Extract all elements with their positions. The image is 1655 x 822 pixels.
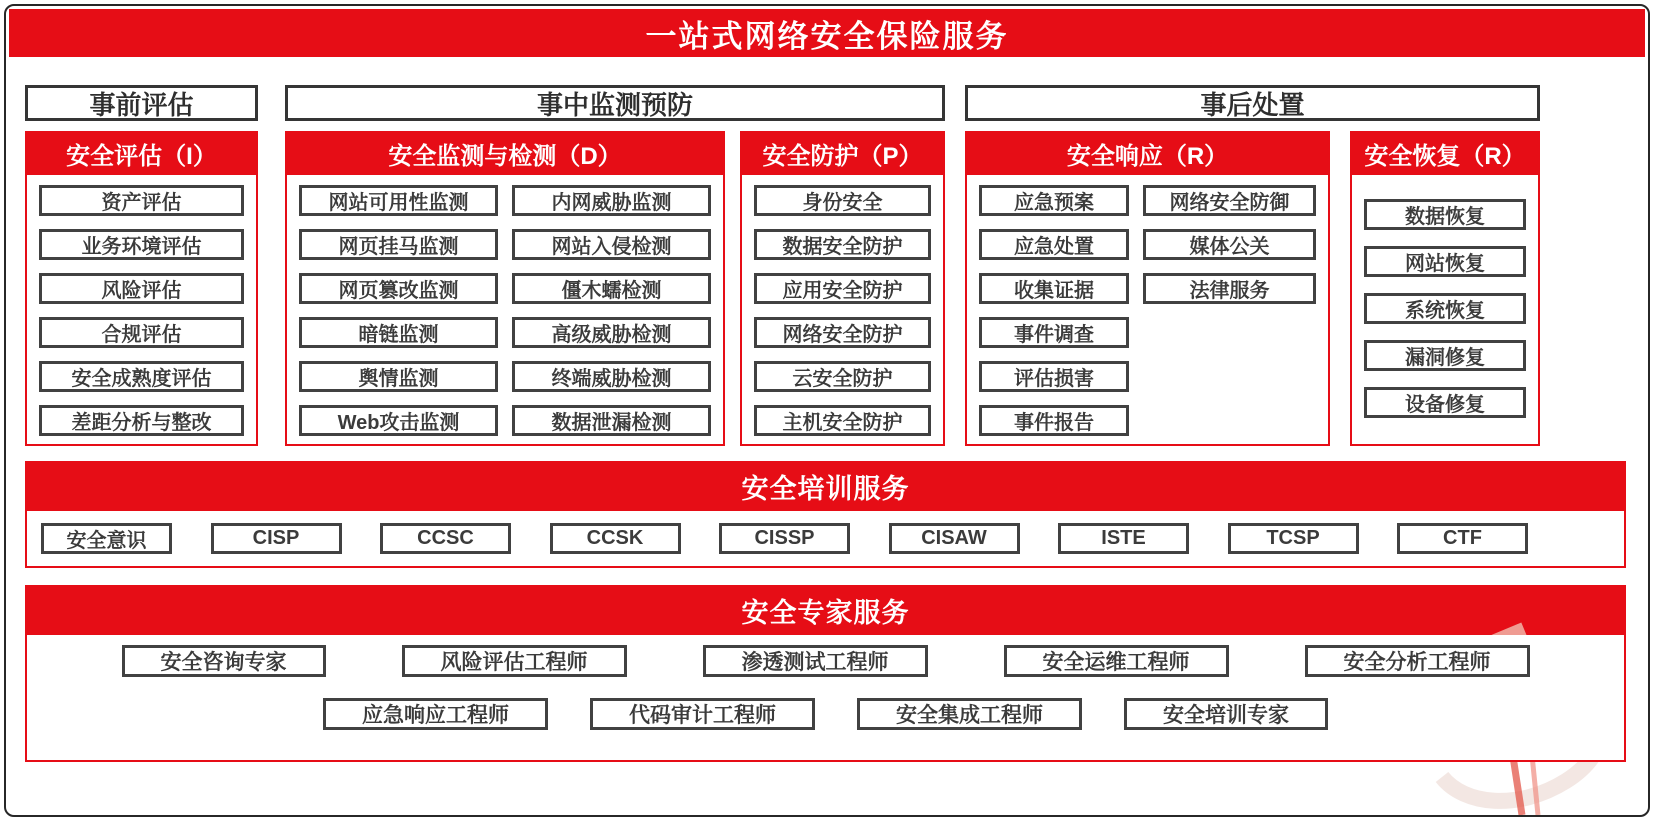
item-box: 网页挂马监测 xyxy=(299,229,498,260)
item-box: 合规评估 xyxy=(39,317,244,348)
monitoring-items xyxy=(285,175,725,446)
item-box: 数据恢复 xyxy=(1364,199,1526,230)
expert-item-box: 安全集成工程师 xyxy=(857,698,1082,730)
training-item-box: TCSP xyxy=(1228,523,1359,554)
section-header-protection: 安全防护（P） xyxy=(740,131,945,175)
item-box: 数据泄漏检测 xyxy=(512,405,711,436)
section-header-assessment: 安全评估（I） xyxy=(25,131,258,175)
expert-item-box: 代码审计工程师 xyxy=(590,698,815,730)
experts-row-1 xyxy=(27,645,1624,677)
monitoring-subcol-1 xyxy=(299,185,498,434)
item-box: 业务环境评估 xyxy=(39,229,244,260)
section-security-response xyxy=(965,131,1330,446)
item-box: 数据安全防护 xyxy=(754,229,931,260)
section-header-monitoring: 安全监测与检测（D） xyxy=(285,131,725,175)
section-security-protection xyxy=(740,131,945,446)
item-box: 暗链监测 xyxy=(299,317,498,348)
expert-item-box: 安全运维工程师 xyxy=(1004,645,1229,677)
training-item-box: ISTE xyxy=(1058,523,1189,554)
item-box: 应用安全防护 xyxy=(754,273,931,304)
expert-item-box: 安全分析工程师 xyxy=(1305,645,1530,677)
item-box: 网页篡改监测 xyxy=(299,273,498,304)
item-box: 安全成熟度评估 xyxy=(39,361,244,392)
section-security-experts xyxy=(25,585,1626,762)
training-band-header: 安全培训服务 xyxy=(25,461,1626,511)
experts-row-2 xyxy=(27,698,1624,730)
item-box: 风险评估 xyxy=(39,273,244,304)
expert-item-box: 应急响应工程师 xyxy=(323,698,548,730)
experts-items xyxy=(25,635,1626,762)
section-security-assessment xyxy=(25,131,258,446)
item-box: 漏洞修复 xyxy=(1364,340,1526,371)
item-box: 应急预案 xyxy=(979,185,1129,216)
item-box: 评估损害 xyxy=(979,361,1129,392)
expert-item-box: 安全培训专家 xyxy=(1124,698,1328,730)
section-header-recovery: 安全恢复（R） xyxy=(1350,131,1540,175)
protection-items xyxy=(740,175,945,446)
item-box: 终端威胁检测 xyxy=(512,361,711,392)
expert-item-box: 风险评估工程师 xyxy=(402,645,627,677)
recovery-items xyxy=(1350,175,1540,446)
expert-item-box: 渗透测试工程师 xyxy=(703,645,928,677)
item-box: 事件报告 xyxy=(979,405,1129,436)
monitoring-subcol-2 xyxy=(512,185,711,434)
training-items xyxy=(25,511,1626,568)
diagram-content xyxy=(6,85,1648,762)
item-box: 资产评估 xyxy=(39,185,244,216)
training-item-box: CTF xyxy=(1397,523,1528,554)
item-box: 应急处置 xyxy=(979,229,1129,260)
service-columns-row xyxy=(25,131,1648,446)
training-item-box: CISP xyxy=(211,523,342,554)
phase-pre-assessment: 事前评估 xyxy=(25,85,258,121)
item-box: 收集证据 xyxy=(979,273,1129,304)
training-item-box: CISAW xyxy=(889,523,1020,554)
item-box: 差距分析与整改 xyxy=(39,405,244,436)
response-subcol-1 xyxy=(979,185,1129,434)
phase-monitoring-prevention: 事中监测预防 xyxy=(285,85,945,121)
training-item-box: CCSC xyxy=(380,523,511,554)
item-box: 网络安全防御 xyxy=(1143,185,1316,216)
section-header-response: 安全响应（R） xyxy=(965,131,1330,175)
main-title-banner xyxy=(9,9,1645,57)
response-subcol-2 xyxy=(1143,185,1316,434)
phase-header-row xyxy=(25,85,1648,121)
section-monitoring-detection xyxy=(285,131,725,446)
training-item-box: CCSK xyxy=(550,523,681,554)
item-box: 网站入侵检测 xyxy=(512,229,711,260)
assessment-items xyxy=(25,175,258,446)
expert-item-box: 安全咨询专家 xyxy=(122,645,326,677)
item-box: 系统恢复 xyxy=(1364,293,1526,324)
item-box: 主机安全防护 xyxy=(754,405,931,436)
phase-post-incident: 事后处置 xyxy=(965,85,1540,121)
item-box: 网站可用性监测 xyxy=(299,185,498,216)
item-box: 僵木蠕检测 xyxy=(512,273,711,304)
item-box: 媒体公关 xyxy=(1143,229,1316,260)
item-box: 舆情监测 xyxy=(299,361,498,392)
main-title: 一站式网络安全保险服务 xyxy=(645,18,1009,54)
item-box: 设备修复 xyxy=(1364,387,1526,418)
item-box: 法律服务 xyxy=(1143,273,1316,304)
item-box: 高级威胁检测 xyxy=(512,317,711,348)
item-box: 事件调查 xyxy=(979,317,1129,348)
item-box: Web攻击监测 xyxy=(299,405,498,436)
section-security-training xyxy=(25,461,1626,568)
training-item-box: CISSP xyxy=(719,523,850,554)
item-box: 网络安全防护 xyxy=(754,317,931,348)
item-box: 内网威胁监测 xyxy=(512,185,711,216)
experts-band-header: 安全专家服务 xyxy=(25,585,1626,635)
item-box: 身份安全 xyxy=(754,185,931,216)
diagram-frame xyxy=(4,4,1650,817)
item-box: 网站恢复 xyxy=(1364,246,1526,277)
response-items xyxy=(965,175,1330,446)
section-security-recovery xyxy=(1350,131,1540,446)
item-box: 云安全防护 xyxy=(754,361,931,392)
training-item-box: 安全意识 xyxy=(41,523,172,554)
